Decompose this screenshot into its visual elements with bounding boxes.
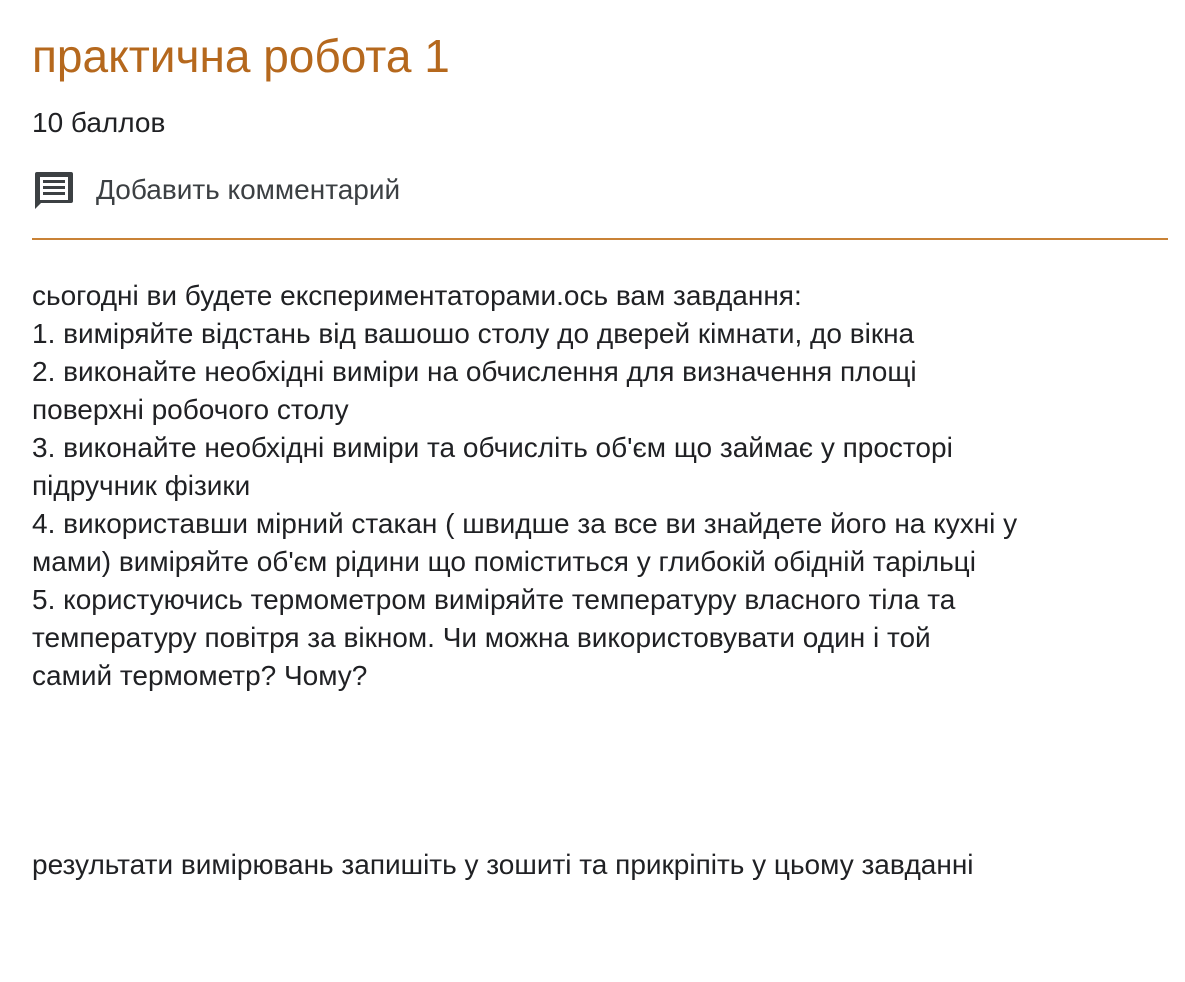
description-line: 5. користуючись термометром виміряйте температуру власного тіла та: [32, 584, 956, 615]
add-comment-button[interactable]: [32, 166, 400, 214]
description-line: самий термометр? Чому?: [32, 660, 368, 691]
points-label: 10 баллов: [32, 107, 166, 138]
description-line: 1. виміряйте відстань від вашошо столу до дверей кімнати, до вікна: [32, 318, 915, 349]
comment-icon: [32, 168, 76, 212]
description-line: мами) виміряйте об'єм рідини що поміститься у глибокій обідній тарільці: [32, 546, 976, 577]
description-line: поверхні робочого столу: [32, 394, 349, 425]
description-line: температуру повітря за вікном. Чи можна використовувати один і той: [32, 622, 931, 653]
assignment-title: практична робота 1: [32, 30, 450, 82]
description-line: 3. виконайте необхідні виміри та обчисліть об'єм що займає у просторі: [32, 432, 953, 463]
description-line: підручник фізики: [32, 470, 251, 501]
assignment-description: [32, 277, 1172, 695]
submission-instruction: результати вимірювань запишіть у зошиті та прикріпіть у цьому завданні: [32, 849, 974, 880]
description-line: 4. використавши мірний стакан ( швидше за все ви знайдете його на кухні у: [32, 508, 1018, 539]
add-comment-label: Добавить комментарий: [96, 174, 401, 205]
divider: [32, 238, 1168, 240]
description-line: сьогодні ви будете експериментаторами.ось вам завдання:: [32, 280, 802, 311]
description-line: 2. виконайте необхідні виміри на обчислення для визначення площі: [32, 356, 917, 387]
